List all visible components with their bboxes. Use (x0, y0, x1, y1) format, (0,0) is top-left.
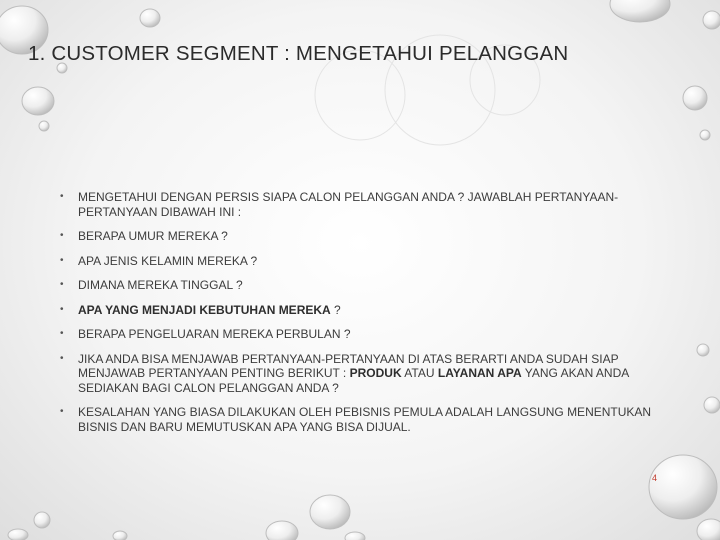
bullet-item (57, 254, 657, 269)
bullet-item (57, 405, 657, 434)
bullet-text: ? (330, 302, 341, 317)
bullet-text: BERAPA PENGELUARAN MEREKA PERBULAN ? (78, 327, 351, 341)
bullet-item (57, 190, 657, 219)
bullet-text: JIKA ANDA BISA MENJAWAB PERTANYAAN-PERTANYAAN DI ATAS BERARTI ANDA SUDAH SIAP MENJAWAB PERTANYAAN PENTING BERIKUT : (78, 351, 619, 380)
page-number: 4 (652, 473, 658, 483)
bullet-text: MENGETAHUI DENGAN PERSIS SIAPA CALON PELANGGAN ANDA ? JAWABLAH PERTANYAAN-PERTANYAAN DIBAWAH INI : (78, 190, 619, 219)
bullet-text: ATAU (401, 366, 438, 380)
bullet-item (57, 352, 657, 396)
bullet-text: YANG AKAN ANDA SEDIAKAN BAGI CALON PELANGGAN ANDA ? (78, 366, 629, 395)
bullet-text-bold: PRODUK (349, 366, 402, 380)
bullet-text: DIMANA MEREKA TINGGAL ? (78, 278, 243, 292)
bullet-text: BERAPA UMUR MEREKA ? (78, 229, 228, 243)
bullet-item (57, 278, 657, 293)
bullet-text: APA JENIS KELAMIN MEREKA ? (78, 253, 258, 268)
bullet-item (57, 303, 657, 318)
slide-title: 1. CUSTOMER SEGMENT : MENGETAHUI PELANGGAN (28, 42, 569, 65)
bullet-text: KESALAHAN YANG BIASA DILAKUKAN OLEH PEBISNIS PEMULA ADALAH LANGSUNG MENENTUKAN BISNIS DAN BARU MEMUTUSKAN APA YANG BISA DIJUAL. (78, 405, 652, 434)
bullet-text-bold: LAYANAN APA (437, 366, 522, 380)
bullet-item (57, 229, 657, 244)
bullet-text-bold: APA YANG MENJADI KEBUTUHAN MEREKA (78, 302, 331, 317)
bullet-item (57, 327, 657, 342)
bullet-list (57, 190, 657, 444)
